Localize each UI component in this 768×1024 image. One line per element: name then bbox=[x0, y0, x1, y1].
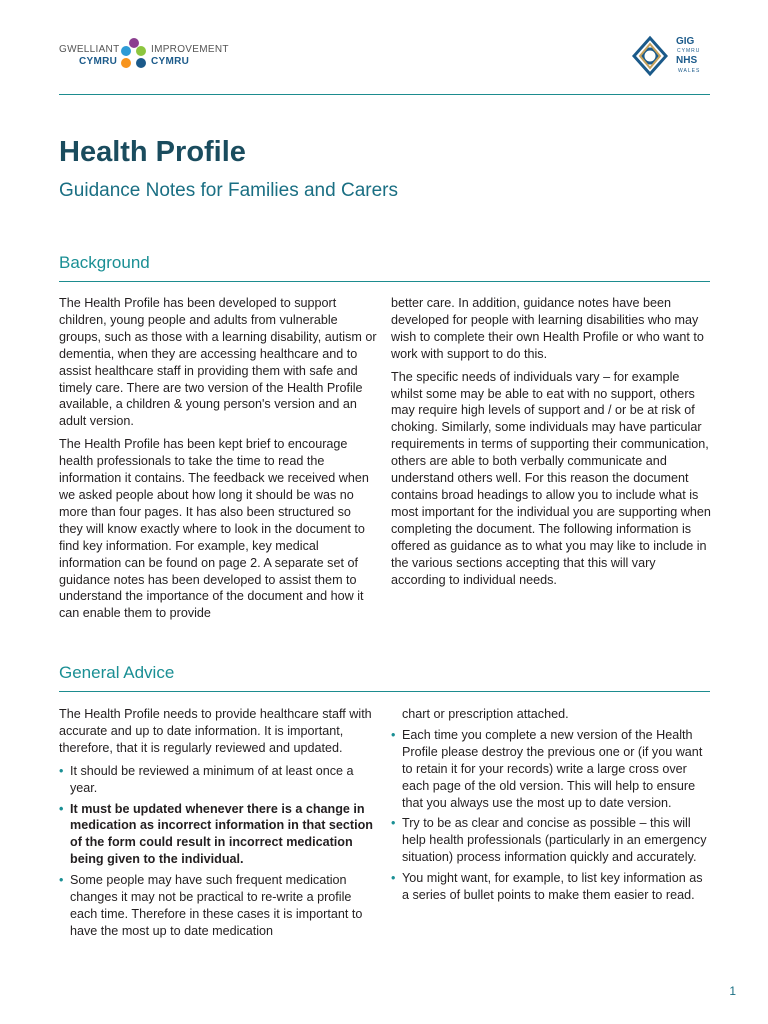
page-header bbox=[59, 36, 710, 95]
logo-text-gig: GIG bbox=[676, 36, 695, 47]
general-advice-heading: General Advice bbox=[59, 663, 710, 692]
background-paragraph: The specific needs of individuals vary – for example whilst some may be able to eat with no support, others may require high levels of support and / or be at risk of choking. Similarly, some individuals may have particular requirements in terms of supporting their communication, others are able to both verbally communicate and understand others well. For this reason the document contains broad headings to allow you to include what is most important for the individual you are supporting when completing the document. The following information is offered as guidance as to what you may like to include in the various sections accepting that this will vary according to individual needs. bbox=[391, 369, 711, 587]
logo-text-cymru-left: CYMRU bbox=[79, 56, 118, 67]
celtic-knot-icon bbox=[628, 34, 672, 78]
list-item: • It should be reviewed a minimum of at least once a year. bbox=[59, 763, 377, 797]
general-bullet-list-right bbox=[391, 727, 713, 904]
general-bullet-list-left bbox=[59, 763, 377, 940]
logo-text-cymru-right: CYMRU bbox=[151, 56, 190, 67]
background-left-column bbox=[59, 295, 377, 628]
background-paragraph: better care. In addition, guidance notes have been developed for people with learning disabilities who may wish to complete their own Health Profile or who want to work with support to do this. bbox=[391, 296, 704, 361]
logo-text-cymru-small: CYMRU bbox=[677, 48, 701, 54]
list-item: • You might want, for example, to list key information as a series of bullet points to make them easier to read. bbox=[391, 870, 713, 904]
nhs-wales-logo bbox=[628, 32, 710, 78]
background-right-column bbox=[391, 295, 713, 594]
background-paragraph: The Health Profile has been developed to support children, young people and adults from vulnerable groups, such as those with a learning disability, autism or dementia, when they are accessing healthcare and to assist healthcare staff in providing them with safe and timely care. There are two version of the Health Profile available, a children & young person's version and an adult version. bbox=[59, 296, 377, 429]
page-title: Health Profile bbox=[59, 136, 246, 168]
general-left-column bbox=[59, 706, 377, 944]
list-item: • It must be updated whenever there is a change in medication as incorrect information in that section of the form could result in incorrect medication being given to the individual. bbox=[59, 801, 377, 869]
logo-text-wales: WALES bbox=[678, 68, 701, 74]
list-item: • Try to be as clear and concise as possible – this will help health professionals (particularly in an emergency situation) process information quickly and accurately. bbox=[391, 815, 713, 866]
page-number: 1 bbox=[729, 984, 736, 998]
background-heading: Background bbox=[59, 253, 710, 282]
logo-text-gwelliant: GWELLIANT bbox=[59, 44, 120, 55]
improvement-cymru-logo bbox=[59, 36, 229, 78]
logo-text-nhs: NHS bbox=[676, 55, 698, 66]
list-item: • Some people may have such frequent medication changes it may not be practical to re-write a profile each time. Therefore in these cases it is important to have the most up to date medication bbox=[59, 872, 377, 940]
background-paragraph: The Health Profile has been kept brief to encourage health professionals to take the time to read the information it contains. The feedback we received when we asked people about how long it should be was no more than four pages. It has also been structured so they will know exactly where to look in the document to find key information. For example, key medical information can be found on page 2. A separate set of guidance notes has been developed to assist them to understand the importance of the document and how it can enable them to provide bbox=[59, 437, 369, 621]
page-subtitle: Guidance Notes for Families and Carers bbox=[59, 180, 398, 201]
general-intro: The Health Profile needs to provide healthcare staff with accurate and up to date information. It is important, therefore, that it is regularly reviewed and updated. bbox=[59, 707, 372, 755]
list-item: • Each time you complete a new version of the Health Profile please destroy the previous one or (if you want to retain it for your records) write a large cross over each page of the old version. This will help to ensure that you always use the most up to date version. bbox=[391, 727, 713, 812]
hexagon-cluster-icon bbox=[121, 38, 147, 72]
general-right-column bbox=[391, 706, 713, 908]
list-continuation: chart or prescription attached. bbox=[402, 707, 569, 721]
logo-text-improvement: IMPROVEMENT bbox=[151, 44, 229, 55]
